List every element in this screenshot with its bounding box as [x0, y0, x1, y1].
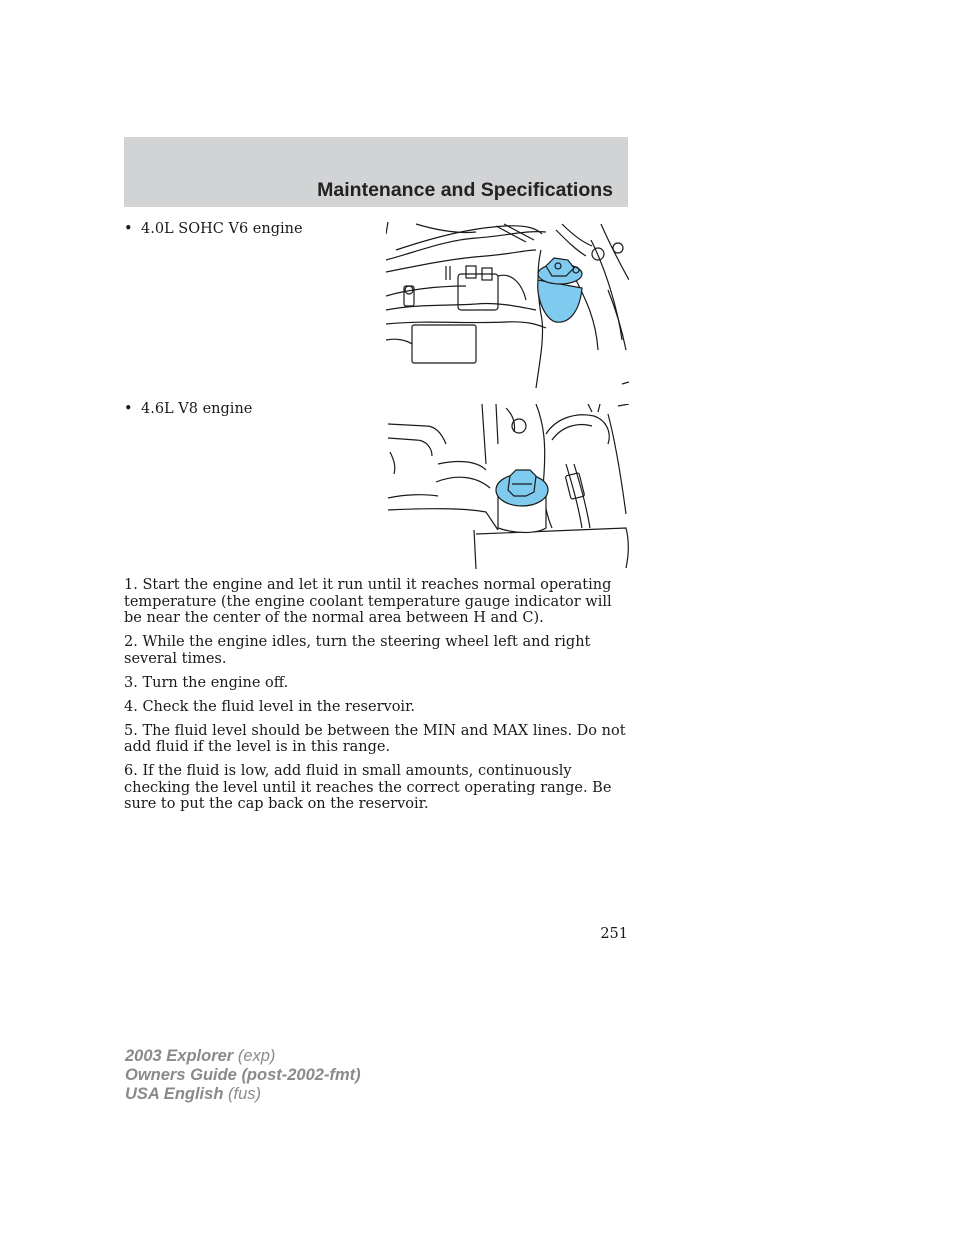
- document-footer: [125, 1047, 361, 1104]
- step-2: 2. While the engine idles, turn the steering wheel left and right several times.: [124, 634, 591, 667]
- step-1: 1. Start the engine and let it run until it reaches normal operating temperature (the engine coolant temperature gauge indicator will be near the center of the normal area between H and C).: [124, 577, 612, 626]
- step-5: 5. The fluid level should be between the MIN and MAX lines. Do not add fluid if the level is in this range.: [124, 722, 626, 755]
- v6-engine-illustration: [386, 220, 629, 390]
- footer-language-code: (fus): [228, 1085, 261, 1103]
- footer-line-2: [125, 1066, 361, 1085]
- footer-line-3: [125, 1085, 361, 1104]
- bullet-v8-engine: [124, 401, 252, 417]
- footer-line-1: [125, 1047, 361, 1066]
- bullet-v6-engine: [124, 221, 303, 237]
- bullet-label: 4.0L SOHC V6 engine: [141, 221, 303, 237]
- section-header-band: [124, 137, 628, 207]
- footer-model-code: (exp): [237, 1047, 276, 1065]
- footer-guide: Owners Guide (post-2002-fmt): [125, 1066, 361, 1084]
- footer-model: 2003 Explorer: [125, 1047, 234, 1065]
- page-number: 251: [600, 926, 628, 942]
- footer-language: USA English: [125, 1085, 224, 1103]
- bullet-dot: •: [124, 221, 133, 237]
- bullet-label: 4.6L V8 engine: [141, 401, 253, 417]
- procedure-steps: [124, 577, 628, 820]
- bullet-dot: •: [124, 401, 133, 417]
- step-3: 3. Turn the engine off.: [124, 674, 289, 691]
- section-title: Maintenance and Specifications: [317, 179, 613, 201]
- v8-engine-illustration: [386, 404, 629, 569]
- step-6: 6. If the fluid is low, add fluid in small amounts, continuously checking the level until it reaches the correct operating range. Be sure to put the cap back on the reservoir.: [124, 763, 612, 812]
- step-4: 4. Check the fluid level in the reservoir.: [124, 698, 416, 715]
